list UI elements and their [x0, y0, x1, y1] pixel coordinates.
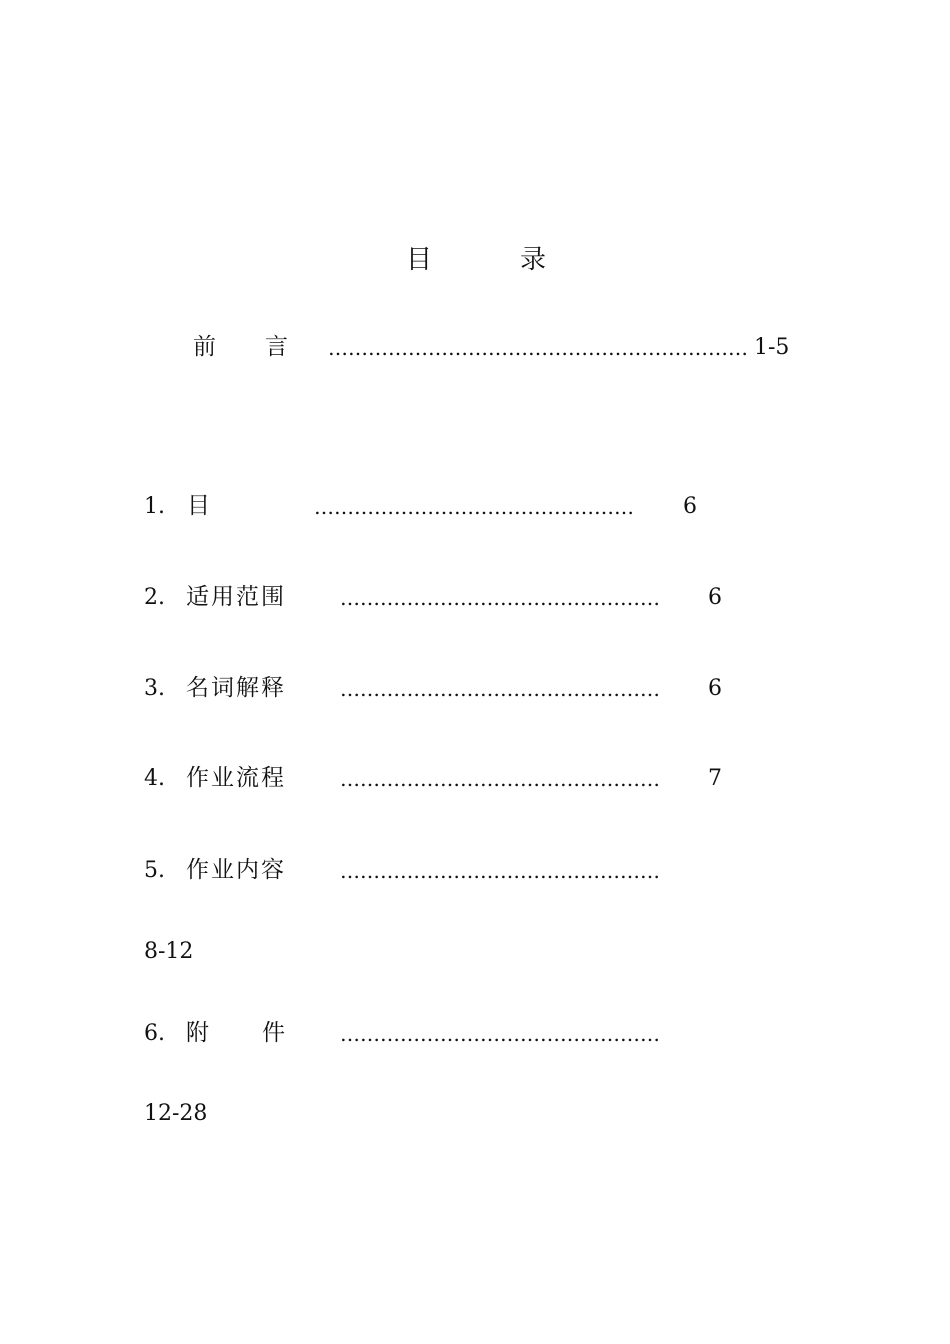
toc-entry-number: 6.	[144, 1021, 165, 1046]
toc-entry-number: 1.	[144, 494, 165, 519]
toc-preface-leader-dots: ………………………………………………………	[328, 336, 748, 360]
toc-entry-page: 7	[708, 766, 722, 791]
toc-entry-label: 目	[187, 493, 210, 519]
toc-entry-leader-dots: …………………………………………	[340, 1022, 660, 1046]
toc-entry-leader-dots: …………………………………………	[340, 767, 660, 791]
toc-entry-leader-dots: …………………………………………	[314, 495, 634, 519]
toc-entry-number: 2.	[144, 585, 165, 610]
toc-preface-label-a: 前	[193, 334, 216, 360]
toc-entry-leader-dots: …………………………………………	[340, 586, 660, 610]
toc-entry-leader-dots: …………………………………………	[340, 677, 660, 701]
toc-entry-label: 名词解释	[186, 675, 286, 701]
toc-preface-label-b: 言	[265, 334, 288, 360]
toc-entry-label-a: 附	[186, 1020, 209, 1046]
toc-entry-page: 6	[683, 494, 697, 519]
toc-entry-page: 6	[708, 585, 722, 610]
toc-entry-page: 6	[708, 676, 722, 701]
toc-entry-page: 12-28	[144, 1101, 208, 1126]
toc-title-char-2: 录	[520, 245, 547, 275]
toc-entry-label-b: 件	[262, 1020, 285, 1046]
toc-entry-label: 作业流程	[186, 765, 286, 791]
toc-entry-number: 4.	[144, 766, 165, 791]
toc-entry-page: 8-12	[144, 939, 194, 964]
toc-entry-label: 作业内容	[186, 857, 286, 883]
toc-preface-page: 1-5	[754, 335, 790, 360]
toc-entry-leader-dots: …………………………………………	[340, 859, 660, 883]
toc-entry-number: 5.	[144, 858, 165, 883]
toc-entry-number: 3.	[144, 676, 165, 701]
toc-entry-label: 适用范围	[186, 584, 286, 610]
toc-title-char-1: 目	[406, 245, 433, 275]
